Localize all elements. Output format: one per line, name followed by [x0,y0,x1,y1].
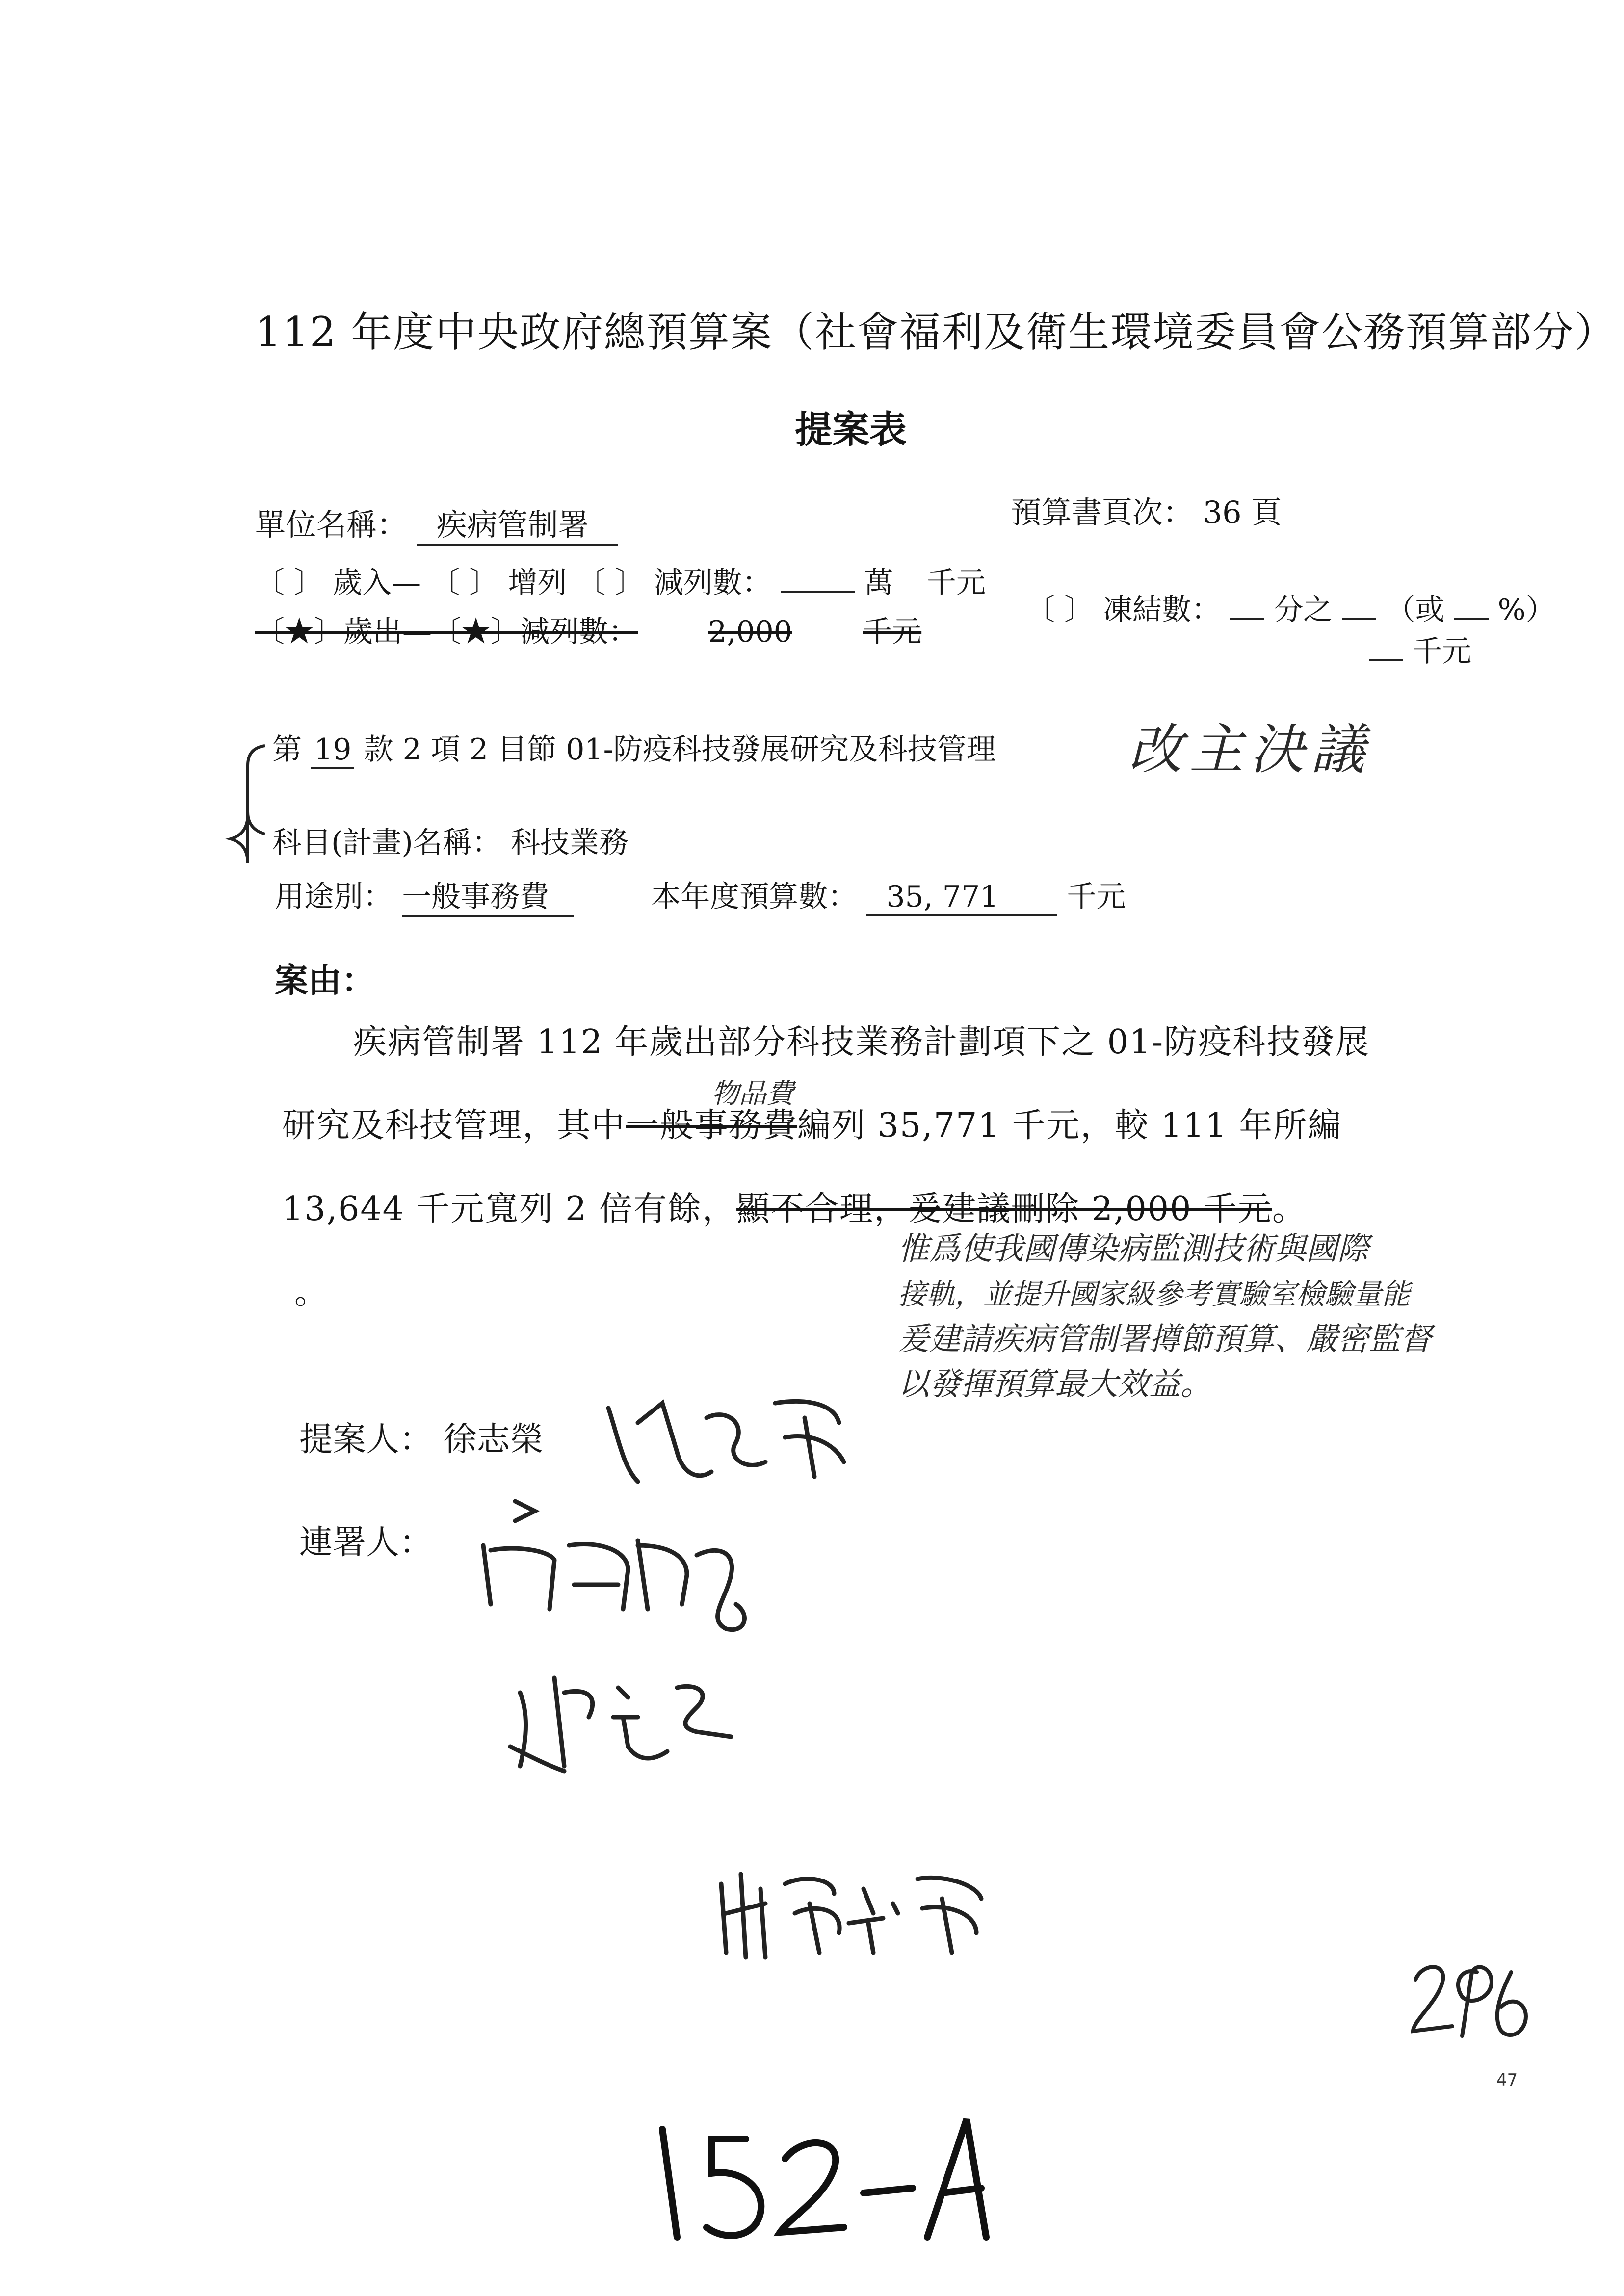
section-bracket [231,746,265,863]
usage-row [275,873,1126,917]
subject-value: 科技業務 [510,826,629,860]
budget-value: 35, 771 [866,880,1057,916]
reason-line-3 [282,1182,1307,1230]
usage-label: 用途別： [275,880,393,914]
budget-page-label: 預算書頁次： [1011,495,1194,530]
freeze-unit: 千元 [1413,634,1472,669]
proposer-signature [608,1401,844,1482]
reason-line-1: 疾病管制署 112 年歲出部分科技業務計劃項下之 01-防疫科技發展 [353,1023,1370,1062]
proposer-name: 徐志榮 [443,1420,544,1459]
decrease-label: 減列數： [654,566,772,600]
reason-line-3-struck: 顯不合理，爰建議刪除 2,000 千元 [736,1190,1272,1228]
income-row [255,559,986,601]
cosigner-signature-3 [721,1874,981,1957]
handwritten-note-line-2: 接軌，並提升國家級參考實驗室檢驗量能 [898,1278,1411,1311]
expense-row [255,608,921,651]
income-unit: 千元 [926,566,986,600]
income-label: 歲入— [333,566,421,600]
cosigner-label: 連署人： [299,1523,433,1562]
subject-label: 科目(計畫)名稱： [272,826,501,860]
budget-page-row [1011,488,1282,532]
reason-line-2-post: 編列 35,771 千元，較 111 年所編 [797,1106,1342,1145]
freeze-unit-row [1369,628,1471,670]
freeze-denominator-blank [1342,593,1376,620]
budget-page-value: 36 頁 [1203,495,1282,530]
decrease-amount-blank [781,566,855,593]
freeze-row [1025,586,1555,628]
reason-line-3-pre: 13,644 千元寬列 2 倍有餘， [282,1190,737,1228]
reason-line-3-end: 。 [1272,1190,1307,1228]
reason-insert-handwritten: 物品費 [711,1078,794,1110]
income-bracket: 〔 〕 [255,566,324,600]
section-text: 款 2 項 2 目節 01-防疫科技發展研究及科技管理 [364,732,996,767]
subject-row [272,819,629,861]
page-subtitle: 提案表 [795,408,907,451]
budget-unit: 千元 [1067,880,1126,914]
freeze-bracket: 〔 〕 [1025,593,1094,627]
reason-line-2 [282,1099,1342,1147]
section-number: 19 [311,732,354,769]
section-bracket-lower [248,812,265,839]
freeze-numerator-blank [1230,593,1264,620]
unit-label: 單位名稱： [255,507,408,543]
proposer-label: 提案人： [299,1420,433,1459]
reason-line-4: 。 [294,1273,328,1312]
handwritten-note-line-3: 爰建請疾病管制署撙節預算、嚴密監督 [898,1321,1432,1357]
increase-label: 增列 [508,566,567,600]
freeze-or: （或 [1386,593,1445,627]
handwritten-resolution: 改主決議 [1128,718,1372,781]
unit-value: 疾病管制署 [417,500,618,546]
expense-unit: 千元 [863,615,922,649]
freeze-amount-blank [1369,635,1403,661]
reason-line-2-pre: 研究及科技管理，其中 [282,1106,626,1145]
proposer-row [299,1413,544,1461]
freeze-percent: %） [1497,593,1555,627]
increase-bracket: 〔 〕 [430,566,499,600]
freeze-label: 凍結數： [1103,593,1221,627]
cosigner-signature-1 [483,1501,744,1630]
freeze-fraction: 分之 [1274,593,1333,627]
unit-row [255,500,618,546]
usage-value: 一般事務費 [402,873,574,917]
reason-line-2-struck: 一般事務費 [626,1106,798,1145]
page-title: 112 年度中央政府總預算案（社會福利及衛生環境委員會公務預算部分） [255,308,1617,356]
freeze-percent-blank [1454,593,1489,620]
expense-amount: 2,000 [708,615,792,649]
handwritten-note [898,1226,1614,1407]
wan-label: 萬 [864,566,893,600]
section-prefix: 第 [272,732,302,767]
budget-label: 本年度預算數： [651,880,858,914]
reason-label: 案由： [275,961,375,1000]
decrease-bracket: 〔 〕 [576,566,645,600]
handwritten-note-line-4: 以發揮預算最大效益。 [898,1366,1212,1403]
handwritten-note-line-1: 惟爲使我國傳染病監測技術與國際 [898,1231,1369,1267]
cosigner-signature-2 [510,1678,731,1771]
expense-struck-text: 〔★〕歲出—〔★〕減列數： [255,615,638,649]
section-row [272,726,996,769]
page-number: 47 [1496,2070,1518,2090]
